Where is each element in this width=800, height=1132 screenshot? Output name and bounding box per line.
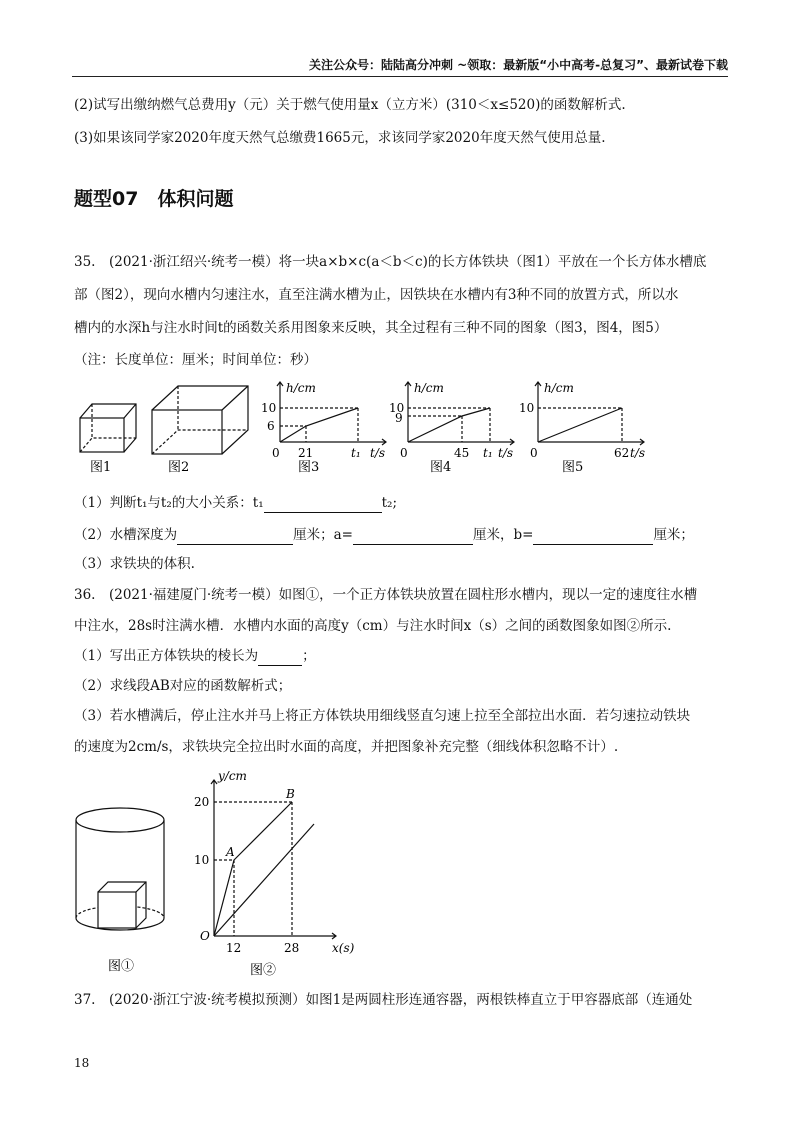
figure-4-label: 图4 — [430, 460, 452, 475]
figure-3-x-axis-label: t/s — [370, 446, 386, 460]
figure-1-label: 图1 — [90, 460, 112, 475]
figure-cylinder-with-cube — [76, 808, 164, 930]
problem-37-line-1: 37. (2020·浙江宁波·统考模拟预测）如图1是两圆柱形连通容器，两根铁棒直立于甲容器底部（连通处 — [74, 992, 693, 1008]
figure-circle-2-x-axis-label: x(s) — [332, 941, 355, 955]
problem-35-blank-b[interactable] — [533, 530, 653, 545]
problem-35-sub-2-prefix: （2）水槽深度为 — [74, 527, 178, 543]
problem-36-sub-1-prefix: （1）写出正方体铁块的棱长为 — [74, 648, 259, 664]
section-title: 题型07 体积问题 — [74, 188, 234, 210]
page-number: 18 — [74, 1056, 90, 1070]
figure-3-label: 图3 — [298, 460, 320, 475]
figure-1-box — [80, 404, 136, 452]
figure-4-x-tick-0: 0 — [400, 446, 408, 460]
figure-circle-2-x-tick-12: 12 — [226, 941, 242, 955]
figure-3-y-tick-6: 6 — [267, 419, 275, 433]
figure-circle-2-point-b: B — [286, 787, 295, 801]
figure-circle-2-y-tick-10: 10 — [194, 853, 210, 867]
figure-circle-2-point-a: A — [226, 845, 235, 859]
problem-36-line-2: 中注水，28s时注满水槽．水槽内水面的高度y（cm）与注水时间x（s）之间的函数图象如图②所示. — [74, 618, 672, 634]
problem-36-sub-1-suffix: ； — [302, 648, 316, 664]
figure-4-y-axis-label: h/cm — [414, 381, 444, 395]
figure-2-label: 图2 — [168, 460, 190, 475]
problem-35-sub-1-suffix: t₂; — [381, 495, 397, 511]
figure-5-y-axis-label: h/cm — [544, 381, 574, 395]
figure-circle-2-y-tick-20: 20 — [194, 795, 210, 809]
figure-4-x-tick-t1: t₁ — [483, 446, 493, 460]
problem-35-sub-2 — [74, 525, 694, 545]
figure-3-x-tick-t1: t₁ — [351, 446, 361, 460]
figure-3-x-tick-21: 21 — [298, 446, 314, 460]
problem-35-line-2: 部（图2），现向水槽内匀速注水，直至注满水槽为止，因铁块在水槽内有3种不同的放置方式，所以水 — [74, 287, 679, 303]
problem-35-figures — [74, 378, 694, 478]
figure-4-x-axis-label: t/s — [498, 446, 514, 460]
figure-5-x-axis-label: t/s — [630, 446, 646, 460]
question-3-text: (3)如果该同学家2020年度天然气总缴费1665元，求该同学家2020年度天然气使用总量. — [74, 130, 606, 146]
figure-circle-2-y-axis-label: y/cm — [218, 769, 247, 783]
figure-5-y-tick-10: 10 — [519, 401, 535, 415]
figure-3-x-tick-0: 0 — [272, 446, 280, 460]
problem-35-sub-2-suffix: 厘米； — [653, 527, 694, 543]
figure-circle-1-label: 图① — [108, 959, 135, 974]
problem-35-sub-3: （3）求铁块的体积. — [74, 556, 195, 572]
problem-35-blank-a[interactable] — [353, 530, 473, 545]
figure-4-y-tick-10: 10 — [389, 401, 405, 415]
problem-35-blank-t1-t2[interactable] — [264, 498, 382, 513]
figure-circle-2-origin: O — [200, 929, 210, 943]
figure-2-box — [152, 386, 248, 454]
figure-circle-2-graph — [211, 780, 336, 939]
problem-35-blank-depth[interactable] — [177, 530, 293, 545]
figure-3-y-tick-10: 10 — [261, 401, 277, 415]
figure-5-x-tick-0: 0 — [530, 446, 538, 460]
problem-36-sub-1 — [74, 646, 316, 666]
page-header: 关注公众号：陆陆高分冲刺 ~领取：最新版“小中高考-总复习”、最新试卷下载 — [72, 56, 728, 77]
figure-4-x-tick-45: 45 — [454, 446, 470, 460]
figure-circle-2-x-tick-28: 28 — [284, 941, 300, 955]
problem-36-sub-3-line-1: （3）若水槽满后，停止注水并马上将正方体铁块用细线竖直匀速上拉至全部拉出水面．若匀速拉动铁块 — [74, 708, 691, 724]
problem-35-line-1: 35. (2021·浙江绍兴·统考一模）将一块a×b×c(a＜b＜c)的长方体铁块（图1）平放在一个长方体水槽底 — [74, 254, 707, 270]
figure-5-label: 图5 — [562, 460, 584, 475]
problem-35-line-3: 槽内的水深h与注水时间t的函数关系用图象来反映，其全过程有三种不同的图象（图3，图4，图5） — [74, 320, 668, 336]
problem-35-sub-1 — [74, 493, 397, 513]
question-2-text: (2)试写出缴纳燃气总费用y（元）关于燃气使用量x（立方米）(310＜x≤520)的函数解析式. — [74, 97, 626, 113]
problem-35-sub-2-b-label: 厘米，b= — [472, 527, 534, 543]
problem-35-line-4: （注：长度单位：厘米；时间单位：秒） — [74, 352, 317, 368]
problem-36-sub-3-line-2: 的速度为2cm/s，求铁块完全拉出时水面的高度，并把图象补充完整（细线体积忽略不计）. — [74, 739, 619, 755]
problem-36-blank-edge-length[interactable] — [258, 651, 302, 666]
figure-circle-2-label: 图② — [250, 963, 277, 978]
problem-36-figures — [74, 768, 374, 978]
problem-35-sub-2-a-label: 厘米；a= — [293, 527, 353, 543]
figure-3-y-axis-label: h/cm — [286, 381, 316, 395]
figure-5-x-tick-62: 62 — [614, 446, 630, 460]
figure-4-y-tick-9: 9 — [395, 411, 403, 425]
problem-35-sub-1-prefix: （1）判断t₁与t₂的大小关系：t₁ — [74, 495, 264, 511]
problem-36-sub-2: （2）求线段AB对应的函数解析式； — [74, 678, 292, 694]
problem-36-line-1: 36. (2021·福建厦门·统考一模）如图①，一个正方体铁块放置在圆柱形水槽内，现以一定的速度往水槽 — [74, 587, 698, 603]
